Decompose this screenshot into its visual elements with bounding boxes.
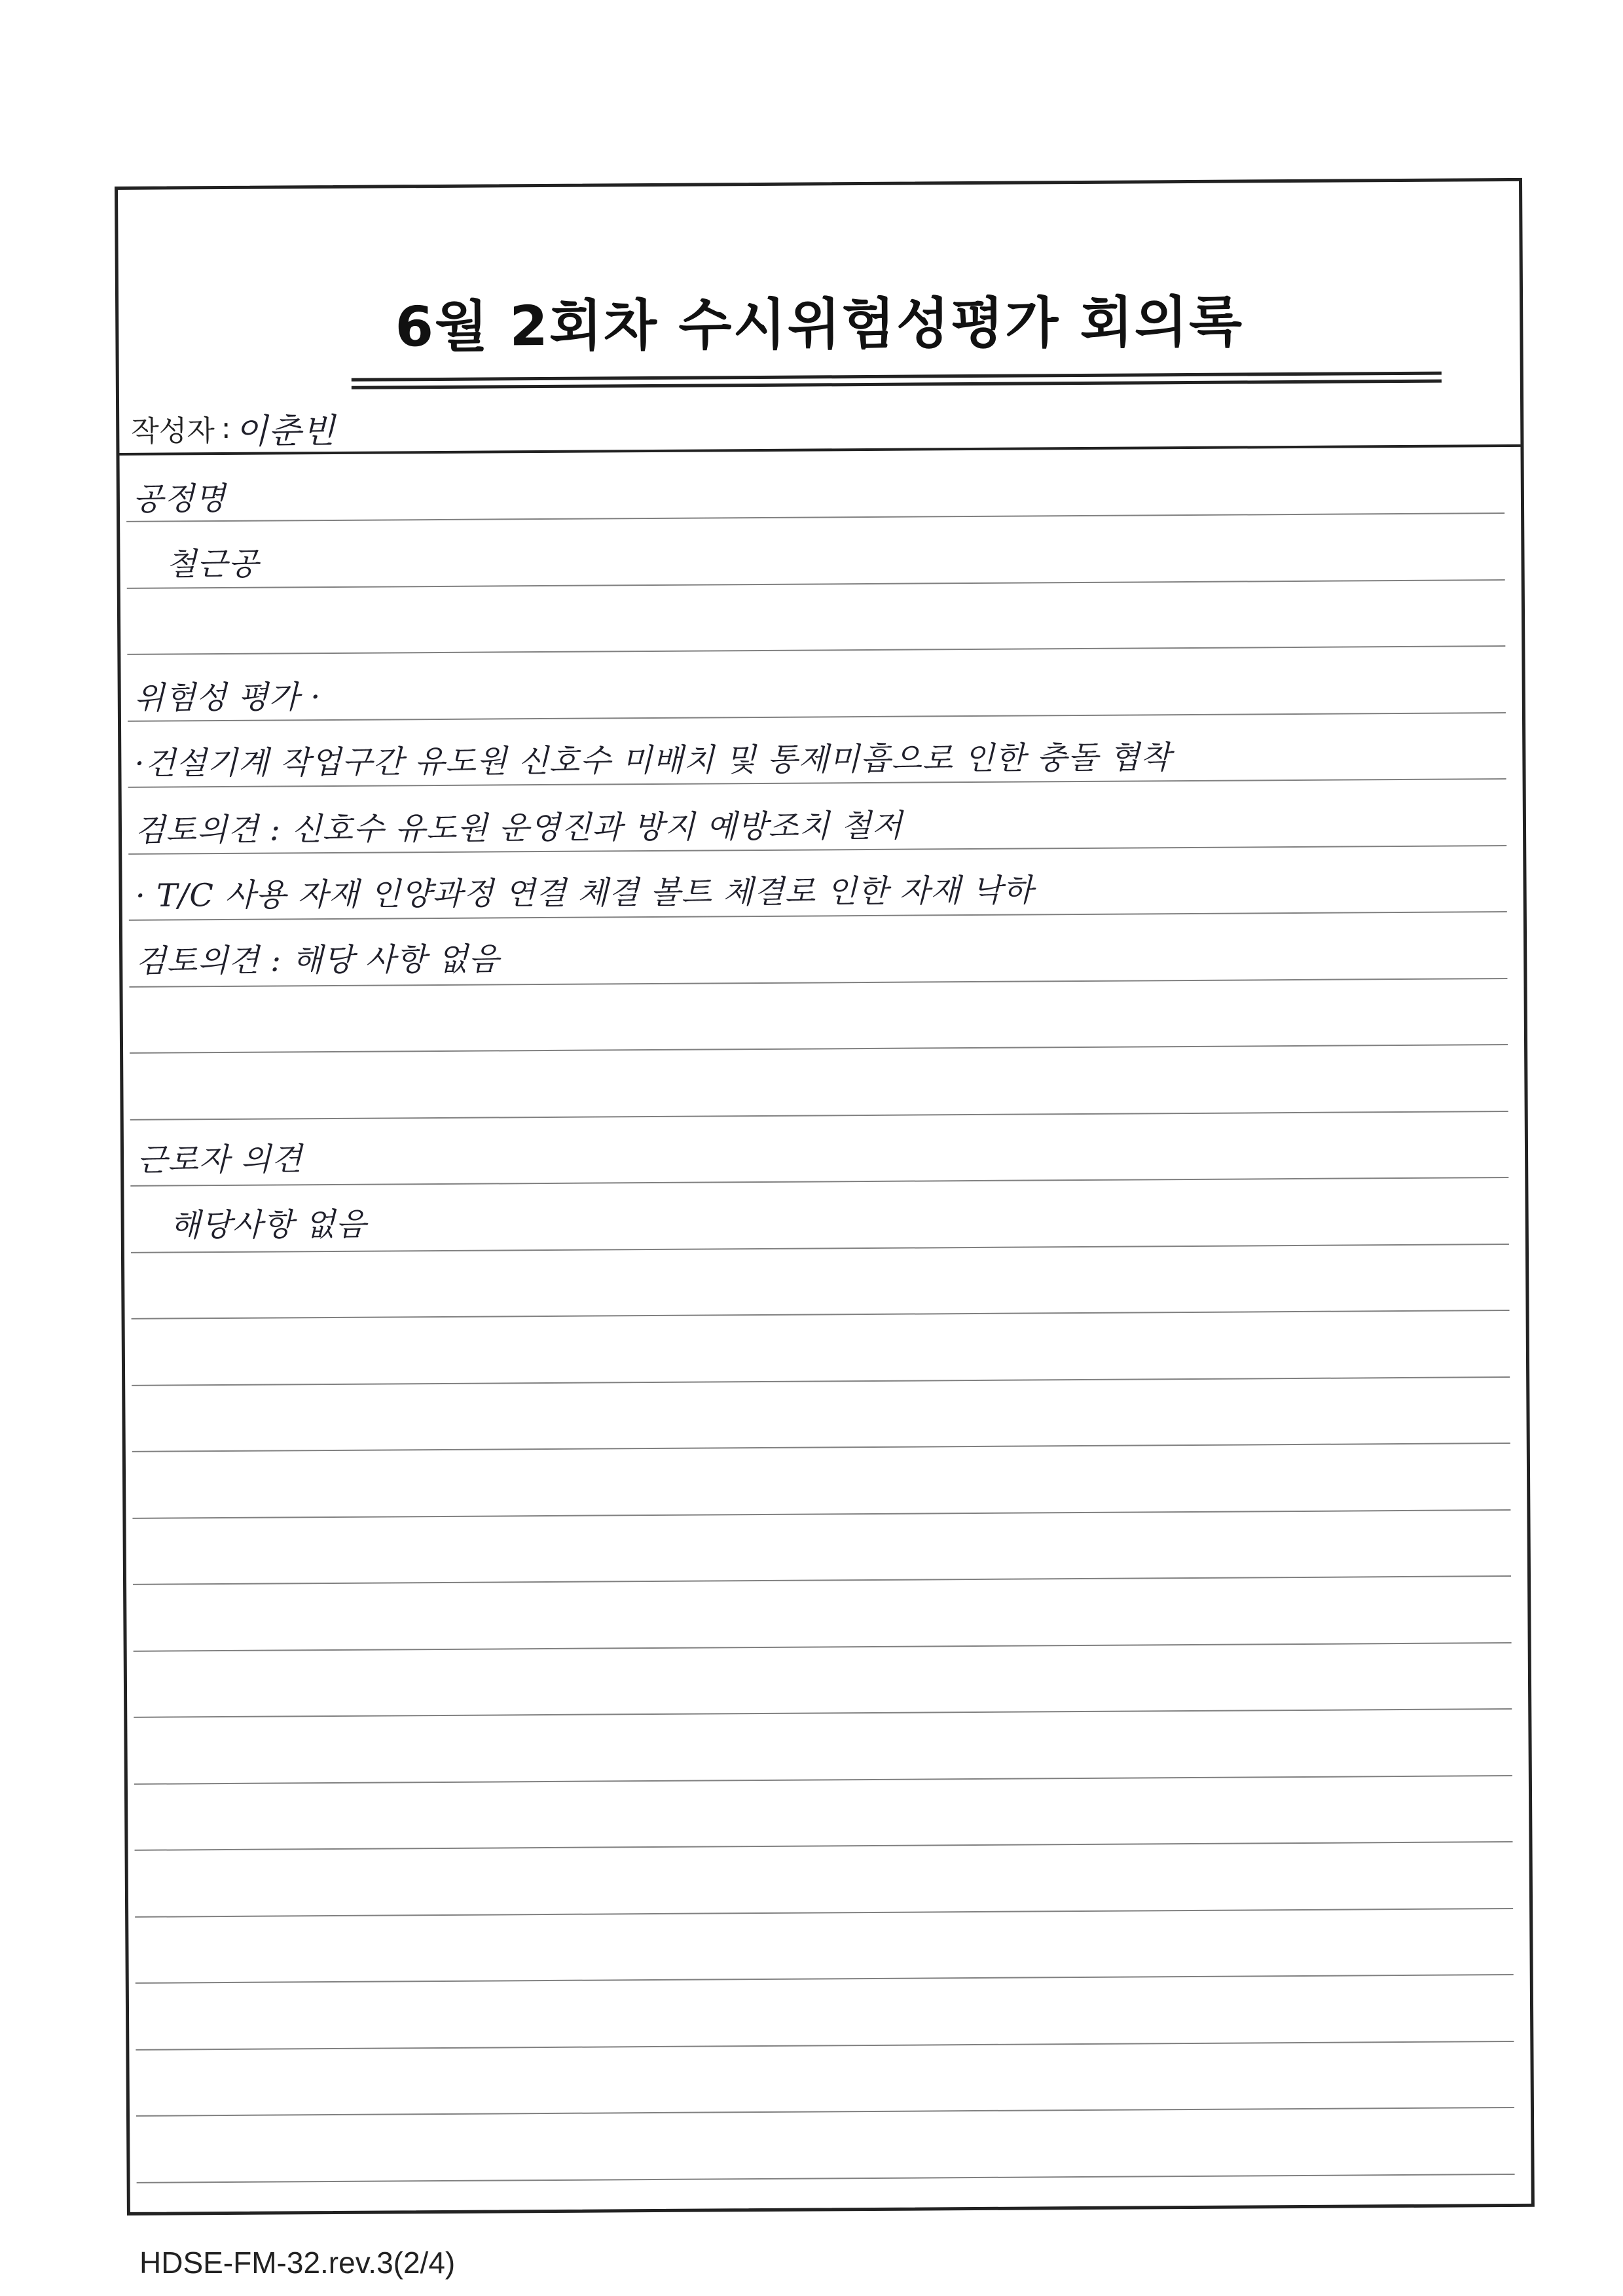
ruled-line <box>127 579 1505 589</box>
author-colon: : <box>221 411 231 445</box>
ruled-line <box>130 1111 1508 1121</box>
ruled-line <box>132 1443 1510 1452</box>
ruled-line <box>135 1908 1513 1918</box>
ruled-line <box>132 1376 1510 1386</box>
author-name-handwritten: 이춘빈 <box>234 411 336 452</box>
note-line: 검토의견 : 신호수 유도원 운영진과 방지 예방조치 철저 <box>134 807 903 849</box>
ruled-line <box>130 1177 1508 1187</box>
ruled-line <box>128 712 1506 722</box>
note-line: 철근공 <box>166 545 259 583</box>
note-line: 해당사항 없음 <box>170 1206 367 1244</box>
ruled-writing-area <box>120 447 1531 2212</box>
document-title: 6월 2회차 수시위험성평가 회의록 <box>395 289 1244 359</box>
note-line: 공정명 <box>132 480 227 518</box>
ruled-line <box>136 2107 1514 2117</box>
ruled-line <box>136 1974 1514 1984</box>
note-line: 근로자 의견 <box>136 1141 303 1179</box>
ruled-line <box>133 1575 1511 1585</box>
meeting-minutes-form <box>115 178 1535 2215</box>
ruled-line <box>134 1775 1512 1785</box>
ruled-line <box>127 645 1505 655</box>
ruled-line <box>134 1642 1512 1652</box>
note-line: ·건설기계 작업구간 유도원 신호수 미배치 및 통제미흡으로 인한 충돌 협착 <box>134 739 1172 782</box>
author-label: 작성자 <box>131 414 215 448</box>
ruled-line <box>131 1244 1509 1253</box>
ruled-line <box>136 2041 1514 2051</box>
ruled-line <box>126 512 1504 522</box>
ruled-line <box>137 2174 1515 2183</box>
note-line: · T/C 사용 자재 인양과정 연결 체결 볼트 체결로 인한 자재 낙하 <box>135 872 1034 914</box>
note-line: 위험성 평가 · <box>134 679 321 717</box>
title-underline-bottom <box>352 380 1442 389</box>
ruled-line <box>132 1509 1510 1519</box>
ruled-line <box>132 1310 1510 1319</box>
note-line: 검토의견 : 해당 사항 없음 <box>136 941 500 980</box>
author-row <box>131 404 335 452</box>
form-code-footer: HDSE-FM-32.rev.3(2/4) <box>139 2246 456 2280</box>
ruled-line <box>130 1044 1508 1054</box>
ruled-line <box>135 1841 1513 1851</box>
ruled-line <box>134 1708 1512 1718</box>
